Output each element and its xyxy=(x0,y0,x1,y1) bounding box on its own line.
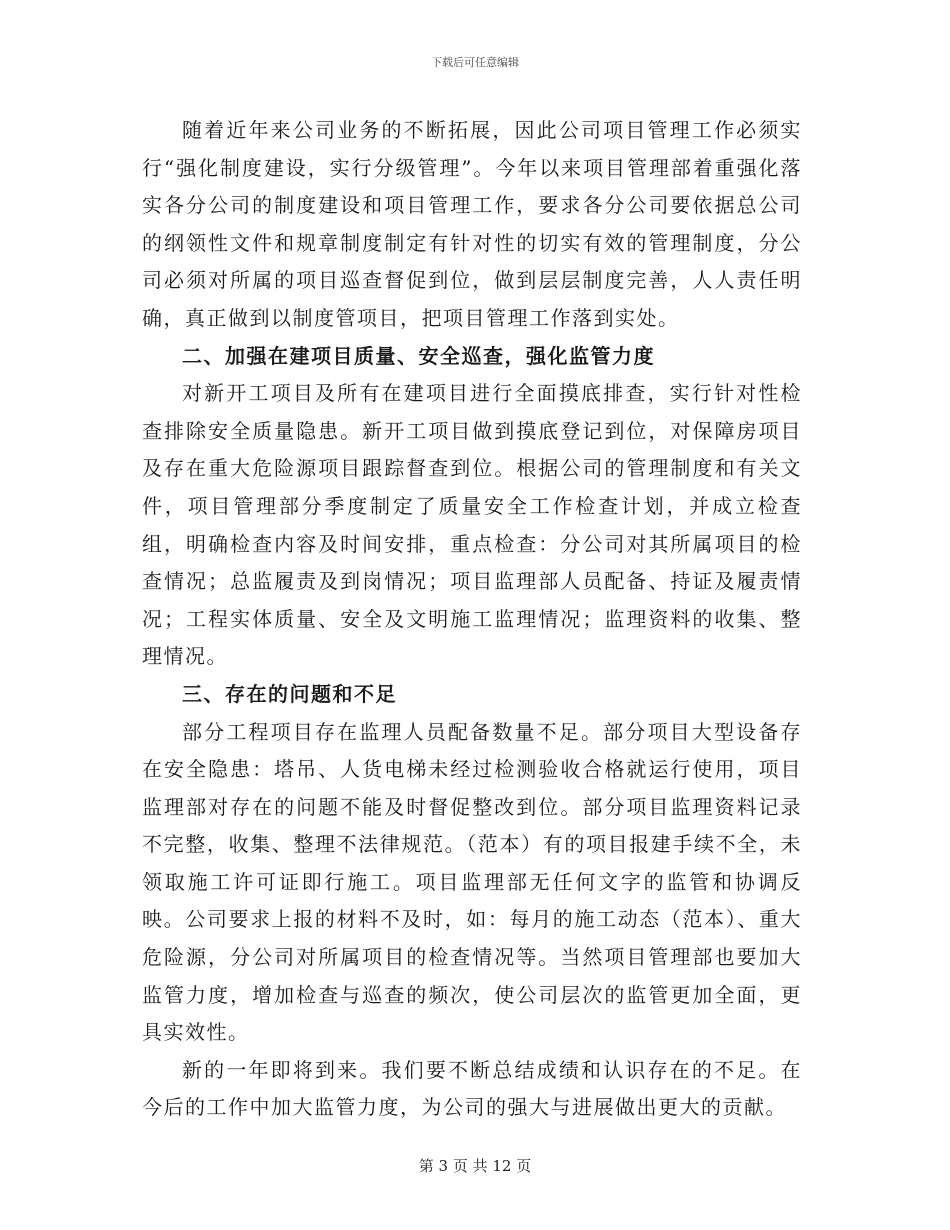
paragraph-inspection: 对新开工项目及所有在建项目进行全面摸底排查，实行针对性检查排除安全质量隐患。新开工项目做到摸底登记到位，对保障房项目及存在重大危险源项目跟踪督查到位。根据公司的管理制度和有关文件，项目管理部分季度制定了质量安全工作检查计划，并成立检查组，明确检查内容及时间安排，重点检查：分公司对其所属项目的检查情况；总监履责及到岗情况；项目监理部人员配备、持证及履责情况；工程实体质量、安全及文明施工监理情况；监理资料的收集、整理情况。 xyxy=(142,381,802,669)
page-number-footer: 第 3 页 共 12 页 xyxy=(418,1157,532,1175)
document-body xyxy=(142,112,802,1127)
paragraph-conclusion: 新的一年即将到来。我们要不断总结成绩和认识存在的不足。在今后的工作中加大监管力度，为公司的强大与进展做出更大的贡献。 xyxy=(142,1057,802,1120)
section-heading-inspection: 二、加强在建项目质量、安全巡查，强化监管力度 xyxy=(182,343,655,368)
page-header-note: 下载后可任意编辑 xyxy=(431,56,519,69)
section-heading-problems: 三、存在的问题和不足 xyxy=(182,681,397,706)
paragraph-management-system: 随着近年来公司业务的不断拓展，因此公司项目管理工作必须实行“强化制度建设，实行分级管理”。今年以来项目管理部着重强化落实各分公司的制度建设和项目管理工作，要求各分公司要依据总公司的纲领性文件和规章制度制定有针对性的切实有效的管理制度，分公司必须对所属的项目巡查督促到位，做到层层制度完善，人人责任明确，真正做到以制度管项目，把项目管理工作落到实处。 xyxy=(142,118,802,330)
paragraph-problems: 部分工程项目存在监理人员配备数量不足。部分项目大型设备存在安全隐患：塔吊、人货电梯未经过检测验收合格就运行使用，项目监理部对存在的问题不能及时督促整改到位。部分项目监理资料记录不完整，收集、整理不法律规范。（范本）有的项目报建手续不全，未领取施工许可证即行施工。项目监理部无任何文字的监管和协调反映。公司要求上报的材料不及时，如：每月的施工动态（范本）、重大危险源，分公司对所属项目的检查情况等。当然项目管理部也要加大监管力度，增加检查与巡查的频次，使公司层次的监管更加全面，更具实效性。 xyxy=(142,719,802,1045)
